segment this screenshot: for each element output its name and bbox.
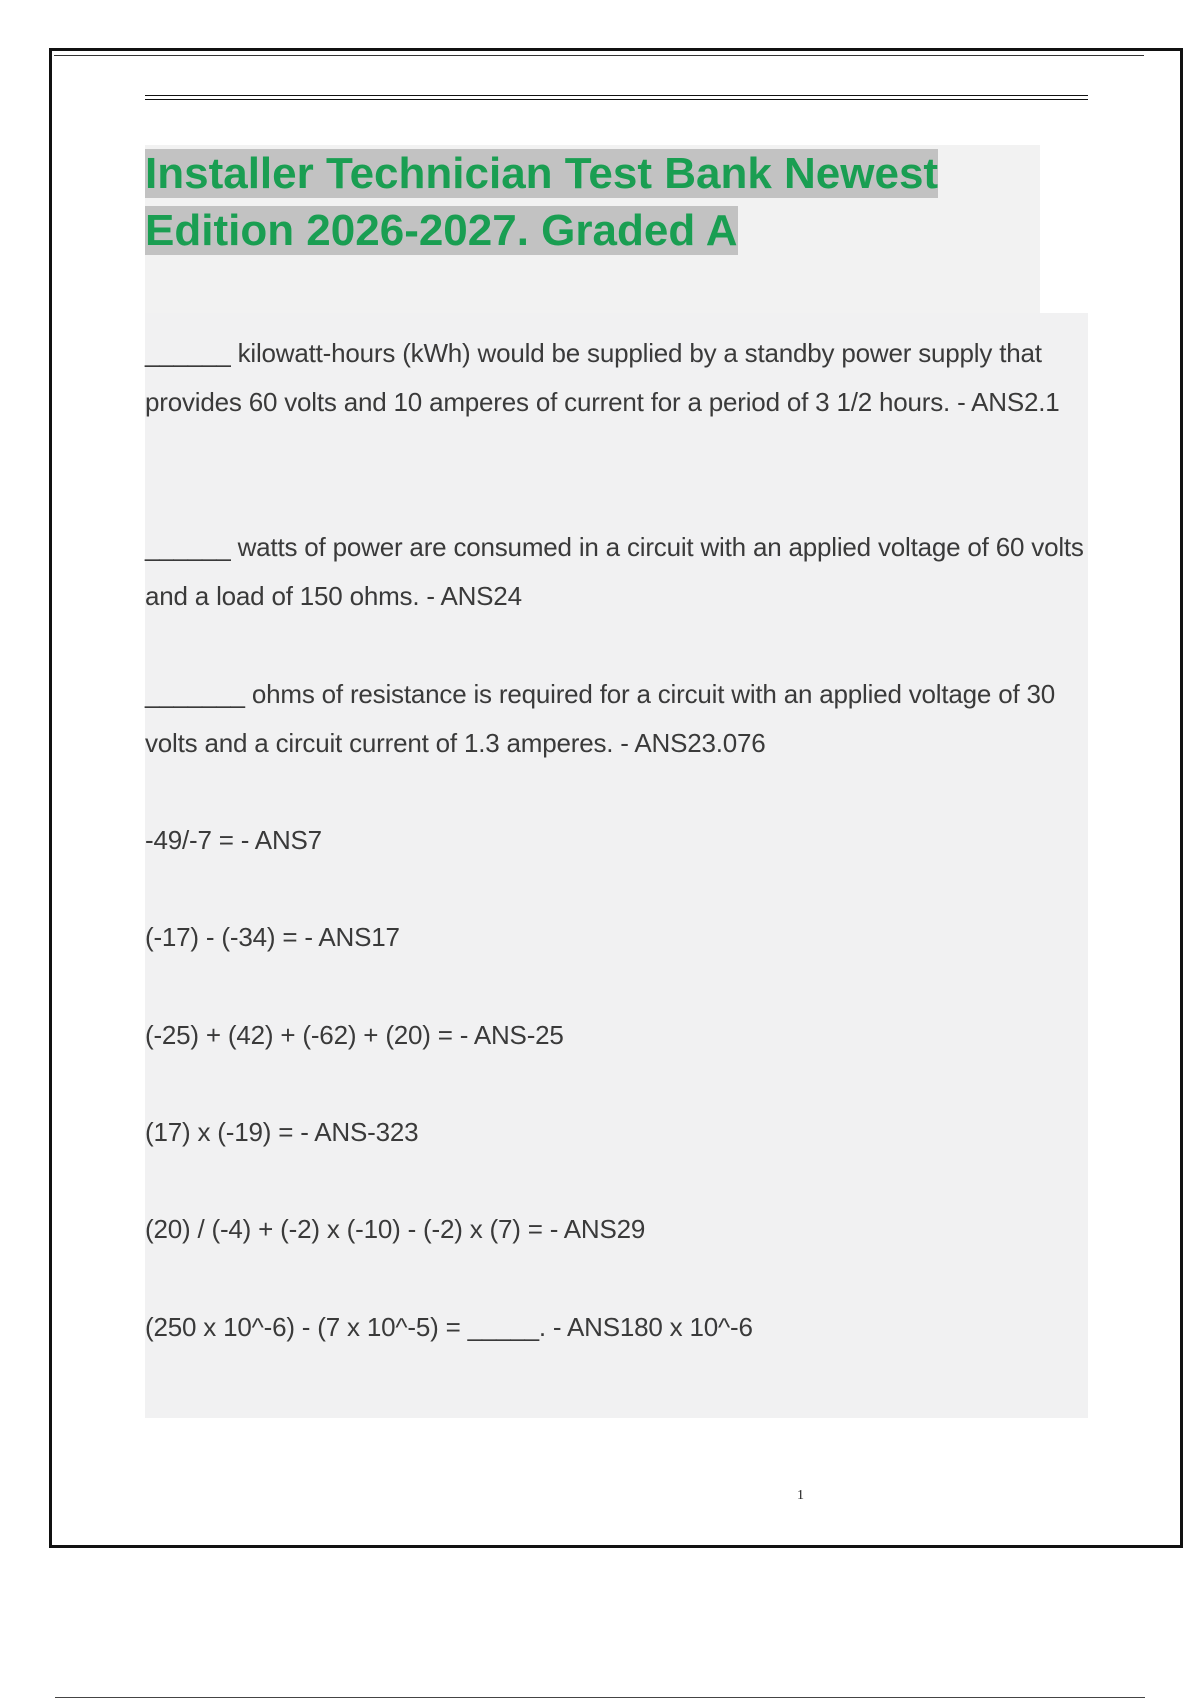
title-block bbox=[145, 145, 1040, 313]
page-number: 1 bbox=[797, 1488, 804, 1503]
question-item: ______ kilowatt-hours (kWh) would be supplied by a standby power supply that provides 60 volts and 10 amperes of current for a period of 3 1/2 hours. - ANS2.1 bbox=[145, 338, 1060, 417]
question-item: (250 x 10^-6) - (7 x 10^-5) = _____. - ANS180 x 10^-6 bbox=[145, 1312, 753, 1342]
document-title-text: Installer Technician Test Bank Newest Edition 2026-2027. Graded A bbox=[145, 149, 939, 255]
question-item: _______ ohms of resistance is required for a circuit with an applied voltage of 30 volts and a circuit current of 1.3 amperes. - ANS23.076 bbox=[145, 679, 1056, 758]
question-item: (17) x (-19) = - ANS-323 bbox=[145, 1117, 419, 1147]
question-item: (-17) - (-34) = - ANS17 bbox=[145, 922, 400, 952]
next-page-top-rule bbox=[55, 1697, 1145, 1698]
question-item: ______ watts of power are consumed in a circuit with an applied voltage of 60 volts and a load of 150 ohms. - ANS24 bbox=[145, 532, 1084, 611]
document-title bbox=[145, 145, 1040, 259]
question-list bbox=[145, 313, 1088, 1418]
header-double-rule bbox=[145, 95, 1088, 100]
frame-top-rule bbox=[54, 55, 1144, 56]
question-item: (-25) + (42) + (-62) + (20) = - ANS-25 bbox=[145, 1020, 564, 1050]
question-item: -49/-7 = - ANS7 bbox=[145, 825, 322, 855]
question-item: (20) / (-4) + (-2) x (-10) - (-2) x (7) = - ANS29 bbox=[145, 1214, 646, 1244]
